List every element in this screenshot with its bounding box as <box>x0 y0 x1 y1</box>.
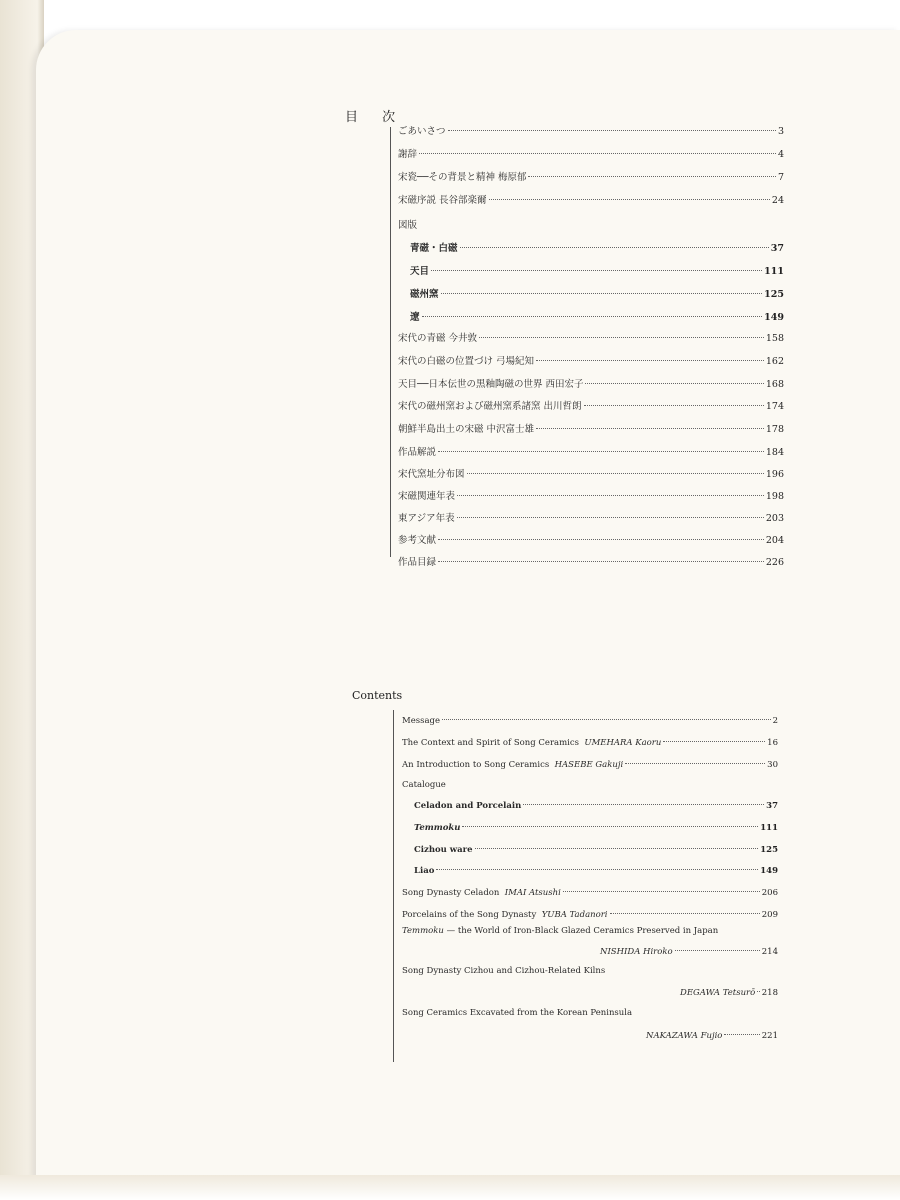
en-toc-row-continued <box>646 1031 778 1041</box>
dot-leader <box>441 293 763 294</box>
en-toc-author: YUBA Tadanori <box>541 910 608 920</box>
jp-toc-page: 162 <box>765 356 784 367</box>
en-toc-title: Song Dynasty Celadon <box>402 888 500 898</box>
en-toc-row <box>402 1008 632 1018</box>
dot-leader <box>523 804 764 805</box>
jp-toc-row <box>398 488 784 502</box>
en-toc-title: the World of Iron-Black Glazed Ceramics Preserved in Japan <box>457 926 719 936</box>
jp-toc-title: 宋代の青磁 今井敦 <box>398 333 478 344</box>
en-toc-author: NISHIDA Hiroko <box>600 947 673 957</box>
jp-toc-row <box>398 466 784 480</box>
jp-toc-page: 203 <box>765 513 784 524</box>
jp-toc-row <box>398 123 784 137</box>
toc-rule-japanese <box>390 127 391 557</box>
en-toc-author: NAKAZAWA Fujio <box>646 1031 723 1041</box>
en-toc-row <box>414 823 778 833</box>
en-toc-section <box>402 780 446 790</box>
dot-leader <box>419 153 776 154</box>
jp-toc-row <box>398 330 784 344</box>
jp-toc-page: 4 <box>777 149 784 160</box>
jp-toc-page: 158 <box>765 333 784 344</box>
jp-toc-row <box>398 353 784 367</box>
en-toc-title: Cizhou ware <box>414 845 473 855</box>
jp-toc-page: 111 <box>764 266 784 277</box>
en-toc-row <box>414 801 778 811</box>
jp-toc-page: 24 <box>771 195 784 206</box>
dot-leader <box>442 719 771 720</box>
page-bottom-edge <box>0 1175 900 1200</box>
dot-leader <box>462 826 758 827</box>
en-toc-page: 206 <box>761 888 778 898</box>
en-toc-page: 37 <box>766 801 778 811</box>
jp-toc-page: 178 <box>765 424 784 435</box>
dot-leader <box>436 869 758 870</box>
jp-toc-title: 参考文献 <box>398 535 437 546</box>
en-toc-page: 125 <box>760 845 778 855</box>
en-toc-title: Song Ceramics Excavated from the Korean Peninsula <box>402 1008 633 1018</box>
jp-toc-section <box>398 217 417 231</box>
en-toc-page: 30 <box>767 760 778 770</box>
jp-toc-page: 174 <box>765 401 784 412</box>
jp-toc-row <box>398 444 784 458</box>
jp-toc-row <box>398 398 784 412</box>
en-toc-row <box>414 845 778 855</box>
jp-toc-page: 226 <box>765 557 784 568</box>
toc-heading-japanese: 目 次 <box>345 110 406 125</box>
en-toc-page: 214 <box>761 947 778 957</box>
en-toc-title: Celadon and Porcelain <box>414 801 522 811</box>
en-toc-title: Temmoku <box>414 823 461 833</box>
dot-leader <box>536 428 764 429</box>
dot-leader <box>528 176 775 177</box>
jp-toc-title: 宋代の白磁の位置づけ 弓場紀知 <box>398 356 535 367</box>
jp-toc-row <box>398 554 784 568</box>
dot-leader <box>663 741 765 742</box>
jp-toc-title: 宋磁序説 長谷部楽爾 <box>398 195 487 206</box>
jp-toc-row <box>398 376 784 390</box>
toc-rule-english <box>393 710 394 1062</box>
jp-toc-title: 天目──日本伝世の黒釉陶磁の世界 西田宏子 <box>398 379 584 390</box>
jp-toc-page: 196 <box>765 469 784 480</box>
jp-toc-title: ごあいさつ <box>398 126 446 137</box>
en-toc-page: 149 <box>760 866 778 876</box>
jp-toc-page: 125 <box>764 289 784 300</box>
jp-toc-title: 朝鮮半島出土の宋磁 中沢富士雄 <box>398 424 535 435</box>
jp-toc-title: 作品目録 <box>398 557 437 568</box>
dot-leader <box>625 763 765 764</box>
en-toc-row-continued <box>680 988 778 998</box>
en-toc-row <box>402 888 778 898</box>
en-toc-row <box>402 910 778 920</box>
jp-toc-title: 謝辞 <box>398 149 418 160</box>
jp-toc-title: 作品解説 <box>398 447 437 458</box>
jp-toc-title: 東アジア年表 <box>398 513 455 524</box>
dot-leader <box>467 473 764 474</box>
dot-leader <box>431 270 762 271</box>
dot-leader <box>457 495 764 496</box>
dot-leader <box>536 360 764 361</box>
jp-toc-row <box>398 192 784 206</box>
en-toc-title: Liao <box>414 866 435 876</box>
en-toc-author: DEGAWA Tetsurō <box>680 988 756 998</box>
toc-heading-english: Contents <box>352 689 403 702</box>
dot-leader <box>724 1034 759 1035</box>
jp-toc-title: 磁州窯 <box>410 289 439 300</box>
en-toc-row <box>402 926 718 936</box>
dot-leader <box>489 199 770 200</box>
jp-toc-page: 184 <box>765 447 784 458</box>
en-toc-title: Catalogue <box>402 780 446 790</box>
jp-toc-page: 3 <box>777 126 784 137</box>
dot-leader <box>457 517 764 518</box>
en-toc-title: Song Dynasty Cizhou and Cizhou-Related Kilns <box>402 966 606 976</box>
en-toc-title: Message <box>402 716 440 726</box>
en-toc-title: An Introduction to Song Ceramics <box>402 760 550 770</box>
dot-leader <box>585 383 763 384</box>
en-toc-page: 111 <box>760 823 778 833</box>
en-toc-row <box>402 738 778 748</box>
jp-toc-row <box>398 146 784 160</box>
jp-toc-page: 198 <box>765 491 784 502</box>
jp-toc-title: 天目 <box>410 266 430 277</box>
jp-toc-row <box>410 286 784 300</box>
en-toc-title-prefix: Temmoku <box>402 926 444 936</box>
jp-toc-row <box>410 240 784 254</box>
en-toc-page: 2 <box>772 716 778 726</box>
dot-leader <box>563 891 760 892</box>
jp-toc-title: 宋代窯址分布図 <box>398 469 465 480</box>
jp-toc-page: 149 <box>764 312 784 323</box>
en-toc-title: The Context and Spirit of Song Ceramics <box>402 738 579 748</box>
jp-toc-page: 168 <box>765 379 784 390</box>
dot-leader <box>475 848 759 849</box>
jp-toc-row <box>398 532 784 546</box>
en-toc-row <box>402 760 778 770</box>
en-toc-page: 221 <box>761 1031 778 1041</box>
jp-toc-row <box>410 309 784 323</box>
en-toc-page: 209 <box>761 910 778 920</box>
jp-toc-page: 7 <box>777 172 784 183</box>
jp-toc-title: 宋磁関連年表 <box>398 491 456 502</box>
dot-leader <box>584 405 764 406</box>
en-toc-row <box>402 716 778 726</box>
jp-toc-title: 宋代の磁州窯および磁州窯系諸窯 出川哲朗 <box>398 401 582 412</box>
dot-leader <box>422 316 763 317</box>
jp-toc-row <box>398 421 784 435</box>
jp-toc-title: 青磁・白磁 <box>410 243 458 254</box>
dot-leader <box>460 247 769 248</box>
jp-toc-title: 宋瓷──その背景と精神 梅原郁 <box>398 172 527 183</box>
dot-leader <box>610 913 760 914</box>
dot-leader <box>438 561 764 562</box>
jp-toc-row <box>398 169 784 183</box>
en-toc-author: HASEBE Gakuji <box>554 760 624 770</box>
dot-leader <box>757 991 760 992</box>
dot-leader <box>438 451 764 452</box>
en-toc-row <box>414 866 778 876</box>
en-toc-page: 16 <box>767 738 778 748</box>
en-toc-page: 218 <box>761 988 778 998</box>
jp-toc-row <box>410 263 784 277</box>
en-toc-row <box>402 966 605 976</box>
jp-toc-title: 遼 <box>410 312 420 323</box>
jp-toc-page: 37 <box>770 243 784 254</box>
dot-leader <box>448 130 776 131</box>
jp-toc-page: 204 <box>765 535 784 546</box>
dot-leader <box>675 950 760 951</box>
jp-toc-row <box>398 510 784 524</box>
jp-toc-title: 図版 <box>398 220 418 231</box>
en-toc-author: IMAI Atsushi <box>504 888 561 898</box>
en-toc-author: UMEHARA Kaoru <box>584 738 662 748</box>
en-toc-title: Porcelains of the Song Dynasty <box>402 910 537 920</box>
dot-leader <box>479 337 764 338</box>
en-toc-row-continued <box>600 947 778 957</box>
dot-leader <box>438 539 764 540</box>
en-toc-title-dash: — <box>443 926 458 936</box>
